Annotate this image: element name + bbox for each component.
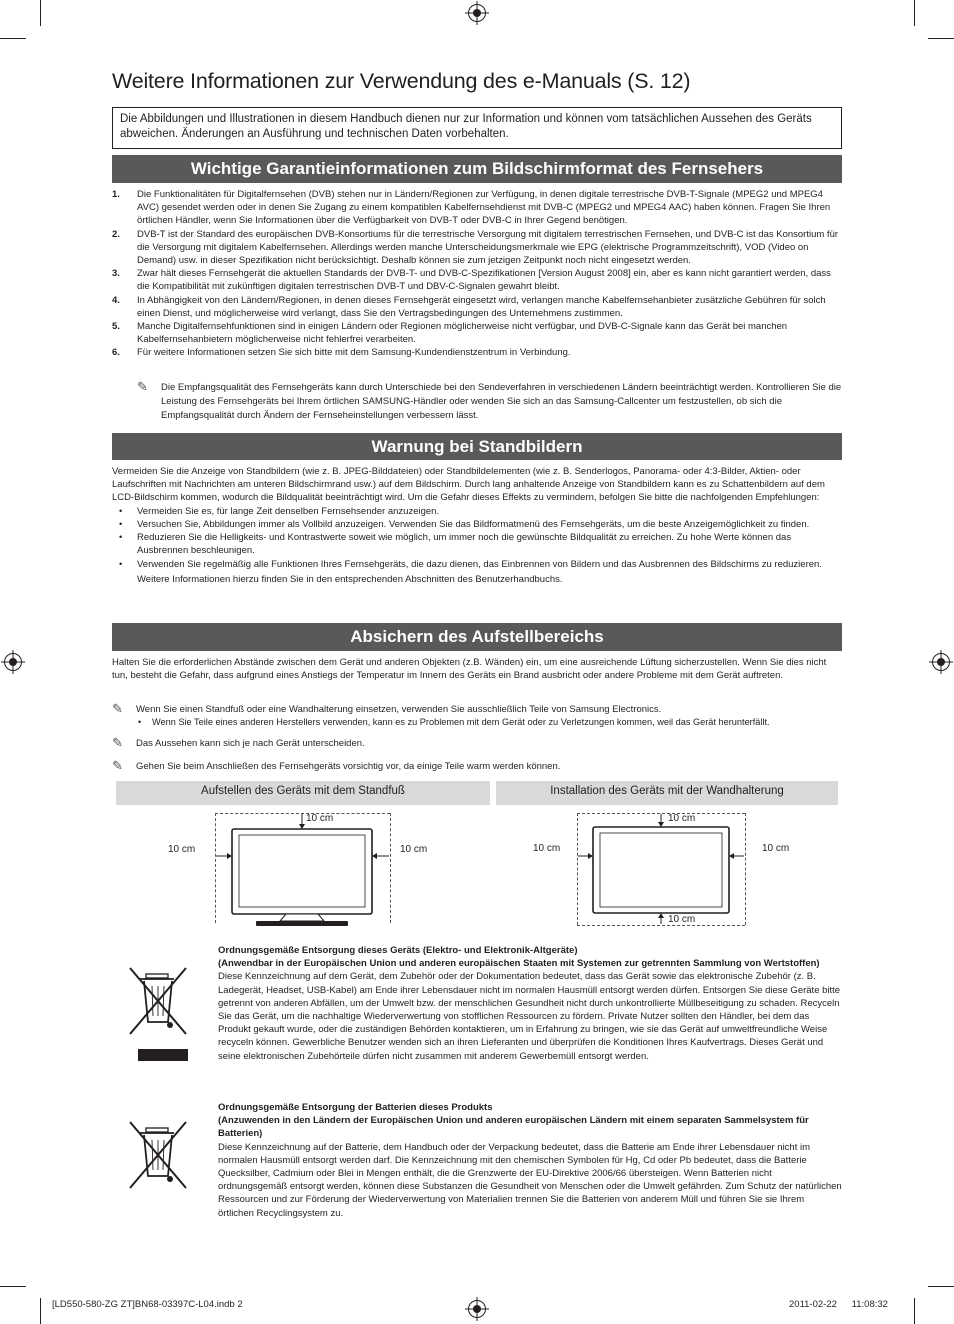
list-item: • Versuchen Sie, Abbildungen immer als Vollbild anzuzeigen. Verwenden Sie das Bildformatmenü des Fernsehgeräts, um die beste Anzeigemöglichkeit zu finden. <box>112 518 842 531</box>
crop-mark <box>928 1286 954 1287</box>
battery-disposal-text: Ordnungsgemäße Entsorgung der Batterien dieses Produkts (Anzuwenden in den Ländern der Europäischen Union und anderen europäischen Ländern mit einem separaten Sammelsystem für Batterien) Diese Kennzeichnung auf der Batterie, dem Handbuch oder der Verpackung bedeutet, dass die Batterie am Ende ihrer Lebensdauer nicht im normalen Hausmüll entsorgt werden darf. Die Kennzeichnung mit den chemischen Symbolen für Hg, Cd oder Pb bedeutet, dass die Batterie Quecksilber, Cadmium oder Blei in Mengen enthält, die die Grenzwerte der EU-Direktive 2006/66 übersteigen. Wenn Batterien nicht ordnungsgemäß entsorgt werden, können diese Substanzen die Gesundheit von Menschen oder die Umwelt gefährden. Zum Schutz der natürlichen Ressourcen und zur Förderung der Wiederverwertung von Materialien trennen Sie die Batterien von anderem Müll und führen Sie sie Ihrem örtlichen Recyclingsystem zu. <box>218 1102 842 1219</box>
dimension-label-left: 10 cm <box>168 844 196 855</box>
dimension-label-right: 10 cm <box>400 844 428 855</box>
dimension-label-right: 10 cm <box>762 843 790 854</box>
page-title: Weitere Informationen zur Verwendung des e-Manuals (S. 12) <box>112 69 691 93</box>
footer-timestamp: 2011-02-22 11:08:32 <box>789 1299 888 1310</box>
crop-mark <box>0 1286 26 1287</box>
footer-file-info: [LD550-580-ZG ZT]BN68-03397C-L04.indb 2 <box>52 1299 243 1310</box>
crop-mark <box>40 0 41 26</box>
crop-mark <box>40 1298 41 1324</box>
still-images-bullets <box>112 505 842 588</box>
registration-mark-icon <box>468 1300 486 1318</box>
list-item: 6. Für weitere Informationen setzen Sie sich bitte mit dem Samsung-Kundendienstzentrum in Verbindung. <box>112 347 571 359</box>
pencil-memo-icon: ✎ <box>137 379 148 394</box>
dimension-label-left: 10 cm <box>533 843 561 854</box>
section-heading-installation: Absichern des Aufstellbereichs <box>112 623 842 651</box>
crop-mark <box>914 1298 915 1324</box>
guarantee-list <box>112 188 842 360</box>
list-item: 2. DVB-T ist der Standard des europäischen DVB-Konsortiums für die terrestrische Versorgung mit digitalem terrestrischen Fernsehen, und DVB-C ist das Konsortium für die Versorgung mit digitalem Kabelfernsehen. Allerdings werden manche Unterscheidungsmerkmale wie EPG (elektrische Programmzeitschrift), VOD (Video on Demand) usw. in dieser Spezifikation nicht berücksichtigt. Deshalb können sie zum jetzigen Zeitpunkt noch nicht eingesetzt werden. <box>112 228 839 267</box>
section-heading-guarantee: Wichtige Garantieinformationen zum Bildschirmformat des Fernsehers <box>112 155 842 183</box>
pencil-memo-icon: ✎ <box>112 735 123 750</box>
crossed-out-wheelie-bin-icon <box>126 964 190 1064</box>
wall-mounted-tv-illustration <box>530 810 830 930</box>
still-images-text: Vermeiden Sie die Anzeige von Standbildern (wie z. B. JPEG-Bilddateien) oder Standbildelementen (wie z. B. Senderlogos, Panorama- oder 4:3-Bilder, Aktien- oder Laufschriften mit Nachrichten am unteren Bildschirmrand usw.) auf dem Bildschirm. Durch lang anhaltende Anzeige von Standbildern kann es zu Schattenbildern auf dem LCD-Bildschirm kommen, wodurch die Bildqualität beeinträchtigt wird. Um die Gefahr dieses Effekts zu vermindern, befolgen Sie bitte die nachfolgenden Empfehlungen: • Vermeiden Sie es, für lange Zeit denselben Fernsehsender anzuzeigen. • Versuchen Sie, Abbildungen immer als Vollbild anzuzeigen. Verwenden Sie das Bildformatmenü des Fernsehgeräts, um die beste Anzeigemöglichkeit zu finden. • Reduzieren Sie die Helligkeits- und Kontrastwerte soweit wie möglich, um immer noch die gewünschte Bildqualität zu erreichen. Zu hohe Werte können das Ausbrennen beschleunigen. • Verwenden Sie regelmäßig alle Funktionen Ihres Fernsehgeräts, die dazu dienen, das Einbrennen von Bildern und das Ausbrennen des Bildschirms zu reduzieren. Weitere Informationen hierzu finden Sie in den entsprechenden Abschnitten des Benutzerhandbuchs. <box>112 465 842 587</box>
installation-intro: Halten Sie die erforderlichen Abstände zwischen dem Gerät und anderen Objekten (z.B. Wänden) ein, um eine ausreichende Lüftung sicherzustellen. Wenn Sie dies nicht tun, besteht die Gefahr, dass aufgrund eines Anstiegs der Temperatur im Innern des Geräts ein Brand ausbricht oder andere Probleme mit dem Gerät auftreten. <box>112 657 827 682</box>
parts-memo-sub: • Wenn Sie Teile eines anderen Herstellers verwenden, kann es zu Problemen mit dem Gerät oder zu Verletzungen kommen, weil das Gerät herunterfällt. <box>138 717 770 727</box>
registration-mark-icon <box>468 4 486 22</box>
dimension-label-bottom: 10 cm <box>668 914 696 925</box>
reception-memo: ✎ Die Empfangsqualität des Fernsehgeräts kann durch Unterschiede bei den Sendeverfahren in verschiedenen Ländern beeinträchtigt werden. Kontrollieren Sie die Leistung des Fernsehgeräts bei Ihrem örtlichen SAMSUNG-Händler oder wenden Sie sich an das Samsung-Callcenter um festzustellen, ob sich die Empfangsqualität durch Ändern der Fernseheinstellungen verbessern lässt. <box>137 379 842 421</box>
pencil-memo-icon: ✎ <box>112 701 123 716</box>
crop-mark <box>0 38 26 39</box>
appearance-memo: ✎ Das Aussehen kann sich je nach Gerät unterscheiden. <box>112 735 365 750</box>
list-item: • Verwenden Sie regelmäßig alle Funktionen Ihres Fernsehgeräts, die dazu dienen, das Einbrennen von Bildern und das Ausbrennen des Bildschirms zu reduzieren. Weitere Informationen hierzu finden Sie in den entsprechenden Abschnitten des Benutzerhandbuchs. <box>112 557 842 587</box>
disclaimer-box: Die Abbildungen und Illustrationen in diesem Handbuch dienen nur zur Information und können vom tatsächlichen Aussehen des Geräts abweichen. Änderungen an Ausführung und technischen Daten vorbehalten. <box>112 107 842 149</box>
list-item: 3. Zwar hält dieses Fernsehgerät die aktuellen Standards der DVB-T- und DVB-C-Spezifikationen [Version August 2008] ein, aber es kann nicht garantiert werden, dass die Kompatibilität mit zukünftigen digitalen terrestrischen DVB-T und DBV-C-Signalen gewahrt bleibt. <box>112 268 831 293</box>
column-heading-stand: Aufstellen des Geräts mit dem Standfuß <box>116 781 490 805</box>
device-disposal-text: Ordnungsgemäße Entsorgung dieses Geräts (Elektro- und Elektronik-Altgeräte) (Anwendbar in der Europäischen Union und anderen europäischen Staaten mit Systemen zur getrennten Sammlung von Wertstoffen) Diese Kennzeichnung auf dem Gerät, dem Zubehör oder der Dokumentation bedeutet, dass das Gerät sowie das elektronische Zubehör (z. B. Ladegerät, Headset, USB-Kabel) am Ende ihrer Lebensdauer nicht im normalen Hausmüll entsorgt werden dürfen. Entsorgen Sie diese Geräte bitte getrennt von anderen Abfällen, um der Umwelt bzw. der menschlichen Gesundheit nicht durch unkontrollierte Müllbeseitigung zu schaden. Recyceln Sie das Gerät, um die nachhaltige Wiederverwertung von stofflichen Ressourcen zu fördern. Private Nutzer sollten den Händler, bei dem das Produkt gekauft wurde, oder die zuständigen Behörden kontaktieren, um in Erfahrung zu bringen, wie sie das Gerät auf umweltfreundliche Weise recyceln können. Gewerbliche Benutzer wenden sich an ihren Lieferanten und überprüfen die Konditionen Ihres Kaufvertrags. Dieses Gerät und seine elektronischen Zubehörteile dürfen nicht zusammen mit anderem Gewerbemüll entsorgt werden. <box>218 945 841 1062</box>
registration-mark-icon <box>932 653 950 671</box>
dimension-label-top: 10 cm <box>668 813 696 824</box>
list-item: 1. Die Funktionalitäten für Digitalfernsehen (DVB) stehen nur in Ländern/Regionen zur Verfügung, in denen digitale terrestrische DVB-T-Signale (MPEG2 und MPEG4 AVC) gesendet werden oder in denen Sie Zugang zu einem kompatiblen Kabelfernsehdienst mit DVB-C (MPEG2 und MPEG4 AAC) haben können. Fragen Sie Ihren örtlichen Händler, wenn Sie Informationen über die Verfügbarkeit von DVB-T oder DVB-C in Ihrer Gegend benötigen. <box>112 189 831 227</box>
crop-mark <box>914 0 915 26</box>
dimension-label-top: 10 cm <box>306 813 334 824</box>
list-item: • Vermeiden Sie es, für lange Zeit denselben Fernsehsender anzuzeigen. <box>112 505 842 518</box>
stand-diagram <box>160 810 460 930</box>
wall-mount-diagram <box>530 810 830 930</box>
list-item: 4. In Abhängigkeit von den Ländern/Regionen, in denen dieses Fernsehgerät eingesetzt wird, verlangen manche Kabelfernsehanbieter zusätzliche Gebühren für solch einen Dienst, und möglicherweise wird verlangt, dass Sie den Vertragsbedingungen des Unternehmens zustimmen. <box>112 294 826 319</box>
crossed-out-wheelie-bin-icon <box>126 1120 190 1192</box>
parts-memo: ✎ Wenn Sie einen Standfuß oder eine Wandhalterung einsetzen, verwenden Sie ausschließlich Teile von Samsung Electronics. <box>112 701 662 716</box>
section-heading-still-images: Warnung bei Standbildern <box>112 433 842 460</box>
column-heading-wall: Installation des Geräts mit der Wandhalterung <box>496 781 838 805</box>
registration-mark-icon <box>4 653 22 671</box>
heat-memo: ✎ Gehen Sie beim Anschließen des Fernsehgeräts vorsichtig vor, da einige Teile warm werden können. <box>112 758 561 773</box>
pencil-memo-icon: ✎ <box>112 758 123 773</box>
crop-mark <box>928 38 954 39</box>
tv-on-stand-illustration <box>160 810 460 930</box>
list-item: • Reduzieren Sie die Helligkeits- und Kontrastwerte soweit wie möglich, um immer noch die gewünschte Bildqualität zu erreichen. Zu hohe Werte können das Ausbrennen beschleunigen. <box>112 531 842 557</box>
list-item: 5. Manche Digitalfernsehfunktionen sind in einigen Ländern oder Regionen möglicherweise nicht verfügbar, und DVB-C-Signale kann das Gerät bei manchen Kabelfernsehanbietern möglicherweise nicht fehlerfrei verarbeiten. <box>112 321 788 346</box>
